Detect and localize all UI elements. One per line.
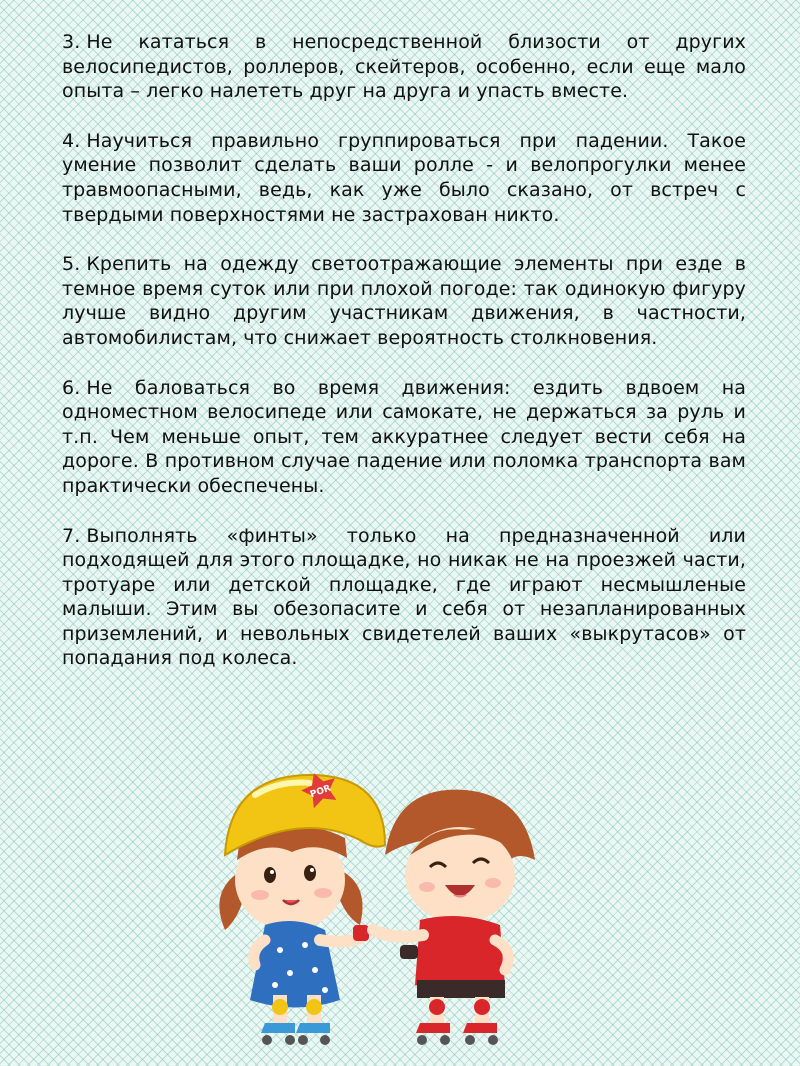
list-item [62, 376, 746, 499]
helmet-badge-text: POR [309, 783, 333, 801]
list-item [62, 252, 746, 350]
boy-figure [373, 790, 535, 1045]
item-text: Выполнять «финты» только на предназначенной или подходящей для этого площадке, но никак не на проезжей части, тротуаре или детской площадке, где играют несмышленые малыши. Этим вы обезопасите и себя от незапланированных приземлений, и невольных свидетелей ваших «выкрутасов» от попадания под колеса. [62, 524, 746, 670]
list-item [62, 129, 746, 227]
item-text: Не кататься в непосредственной близости от других велосипедистов, роллеров, скейтеров, особенно, если еще мало опыта – легко налететь друг на друга и упасть вместе. [62, 31, 746, 103]
girl-figure [219, 767, 385, 1045]
item-number: 3. [62, 31, 81, 53]
item-text: Не баловаться во время движения: ездить вдвоем на одноместном велосипеде или самокате, не держаться за руль и т.п. Чем меньше опыт, тем аккуратнее следует вести себя на дороге. В противном случае падение или поломка транспорта вам практически обеспечены. [62, 376, 746, 497]
item-number: 5. [62, 253, 81, 276]
item-number: 6. [62, 376, 81, 399]
document-body [62, 30, 746, 696]
item-text: Крепить на одежду светоотражающие элементы при езде в темное время суток или при плохой погоде: так одинокую фигуру лучше видно другим участникам движения, в частности, автомобилистам, что снижает вероятность столкновения. [62, 253, 746, 349]
list-item [62, 30, 746, 104]
kids-rollerskating-illustration [195, 745, 535, 1055]
item-number: 4. [62, 129, 81, 152]
item-text: Научиться правильно группироваться при падении. Такое умение позволит сделать ваши ролле - и велопрогулки менее травмоопасными, ведь, как уже было сказано, от встреч с твердыми поверхностями не застрахован никто. [62, 129, 746, 226]
list-item [62, 524, 746, 672]
item-number: 7. [62, 524, 81, 547]
